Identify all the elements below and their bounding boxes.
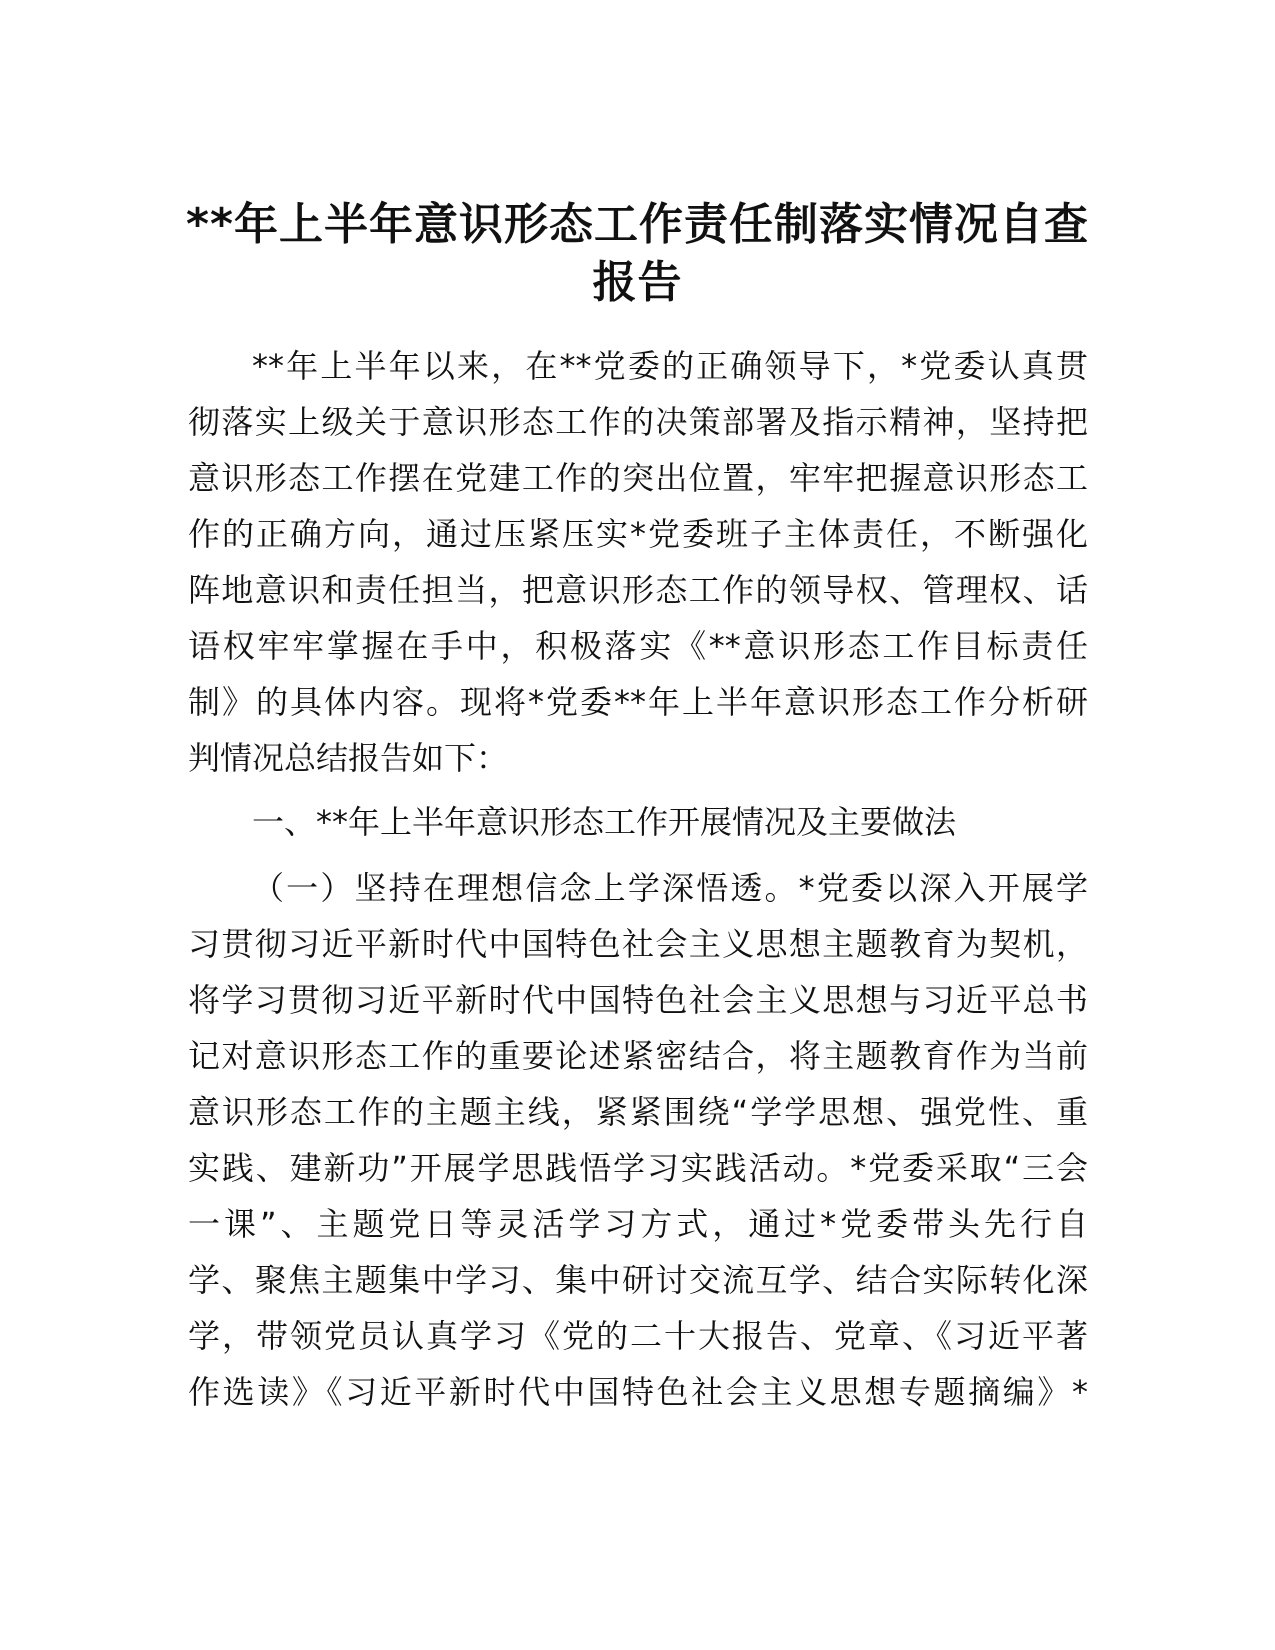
intro-paragraph-line: 判情况总结报告如下： xyxy=(188,739,509,777)
subsection-paragraph-line: 习贯彻习近平新时代中国特色社会主义思想主题教育为契机， xyxy=(188,925,1088,963)
intro-paragraph-line: **年上半年以来，在**党委的正确领导下，*党委认真贯 xyxy=(252,347,1088,385)
intro-paragraph-line: 语权牢牢掌握在手中，积极落实《**意识形态工作目标责任 xyxy=(188,627,1088,665)
subsection-paragraph-line: 实践、建新功”开展学思践悟学习实践活动。*党委采取“三会 xyxy=(188,1149,1088,1187)
subsection-paragraph-line: 将学习贯彻习近平新时代中国特色社会主义思想与习近平总书 xyxy=(188,981,1088,1019)
document-title-line-1: **年上半年意识形态工作责任制落实情况自查 xyxy=(185,199,1090,250)
intro-paragraph-line: 作的正确方向，通过压紧压实*党委班子主体责任，不断强化 xyxy=(188,515,1088,553)
intro-paragraph-line: 阵地意识和责任担当，把意识形态工作的领导权、管理权、话 xyxy=(188,571,1088,609)
document-title-line-2: 报告 xyxy=(592,257,683,308)
subsection-paragraph-line: （一）坚持在理想信念上学深悟透。*党委以深入开展学 xyxy=(252,869,1088,907)
subsection-paragraph-line: 学，带领党员认真学习《党的二十大报告、党章、《习近平著 xyxy=(188,1317,1088,1355)
subsection-paragraph-line: 记对意识形态工作的重要论述紧密结合，将主题教育作为当前 xyxy=(188,1037,1088,1075)
subsection-paragraph-line: 学、聚焦主题集中学习、集中研讨交流互学、结合实际转化深 xyxy=(188,1261,1088,1299)
subsection-paragraph-line: 作选读》《习近平新时代中国特色社会主义思想专题摘编》* xyxy=(188,1373,1088,1411)
subsection-paragraph-line: 意识形态工作的主题主线，紧紧围绕“学学思想、强党性、重 xyxy=(188,1093,1088,1131)
intro-paragraph-line: 制》的具体内容。现将*党委**年上半年意识形态工作分析研 xyxy=(188,683,1088,721)
intro-paragraph-line: 意识形态工作摆在党建工作的突出位置，牢牢把握意识形态工 xyxy=(188,459,1088,497)
intro-paragraph-line: 彻落实上级关于意识形态工作的决策部署及指示精神，坚持把 xyxy=(188,403,1088,441)
section-heading: 一、**年上半年意识形态工作开展情况及主要做法 xyxy=(252,803,957,841)
subsection-paragraph-line: 一课”、主题党日等灵活学习方式，通过*党委带头先行自 xyxy=(188,1205,1088,1243)
